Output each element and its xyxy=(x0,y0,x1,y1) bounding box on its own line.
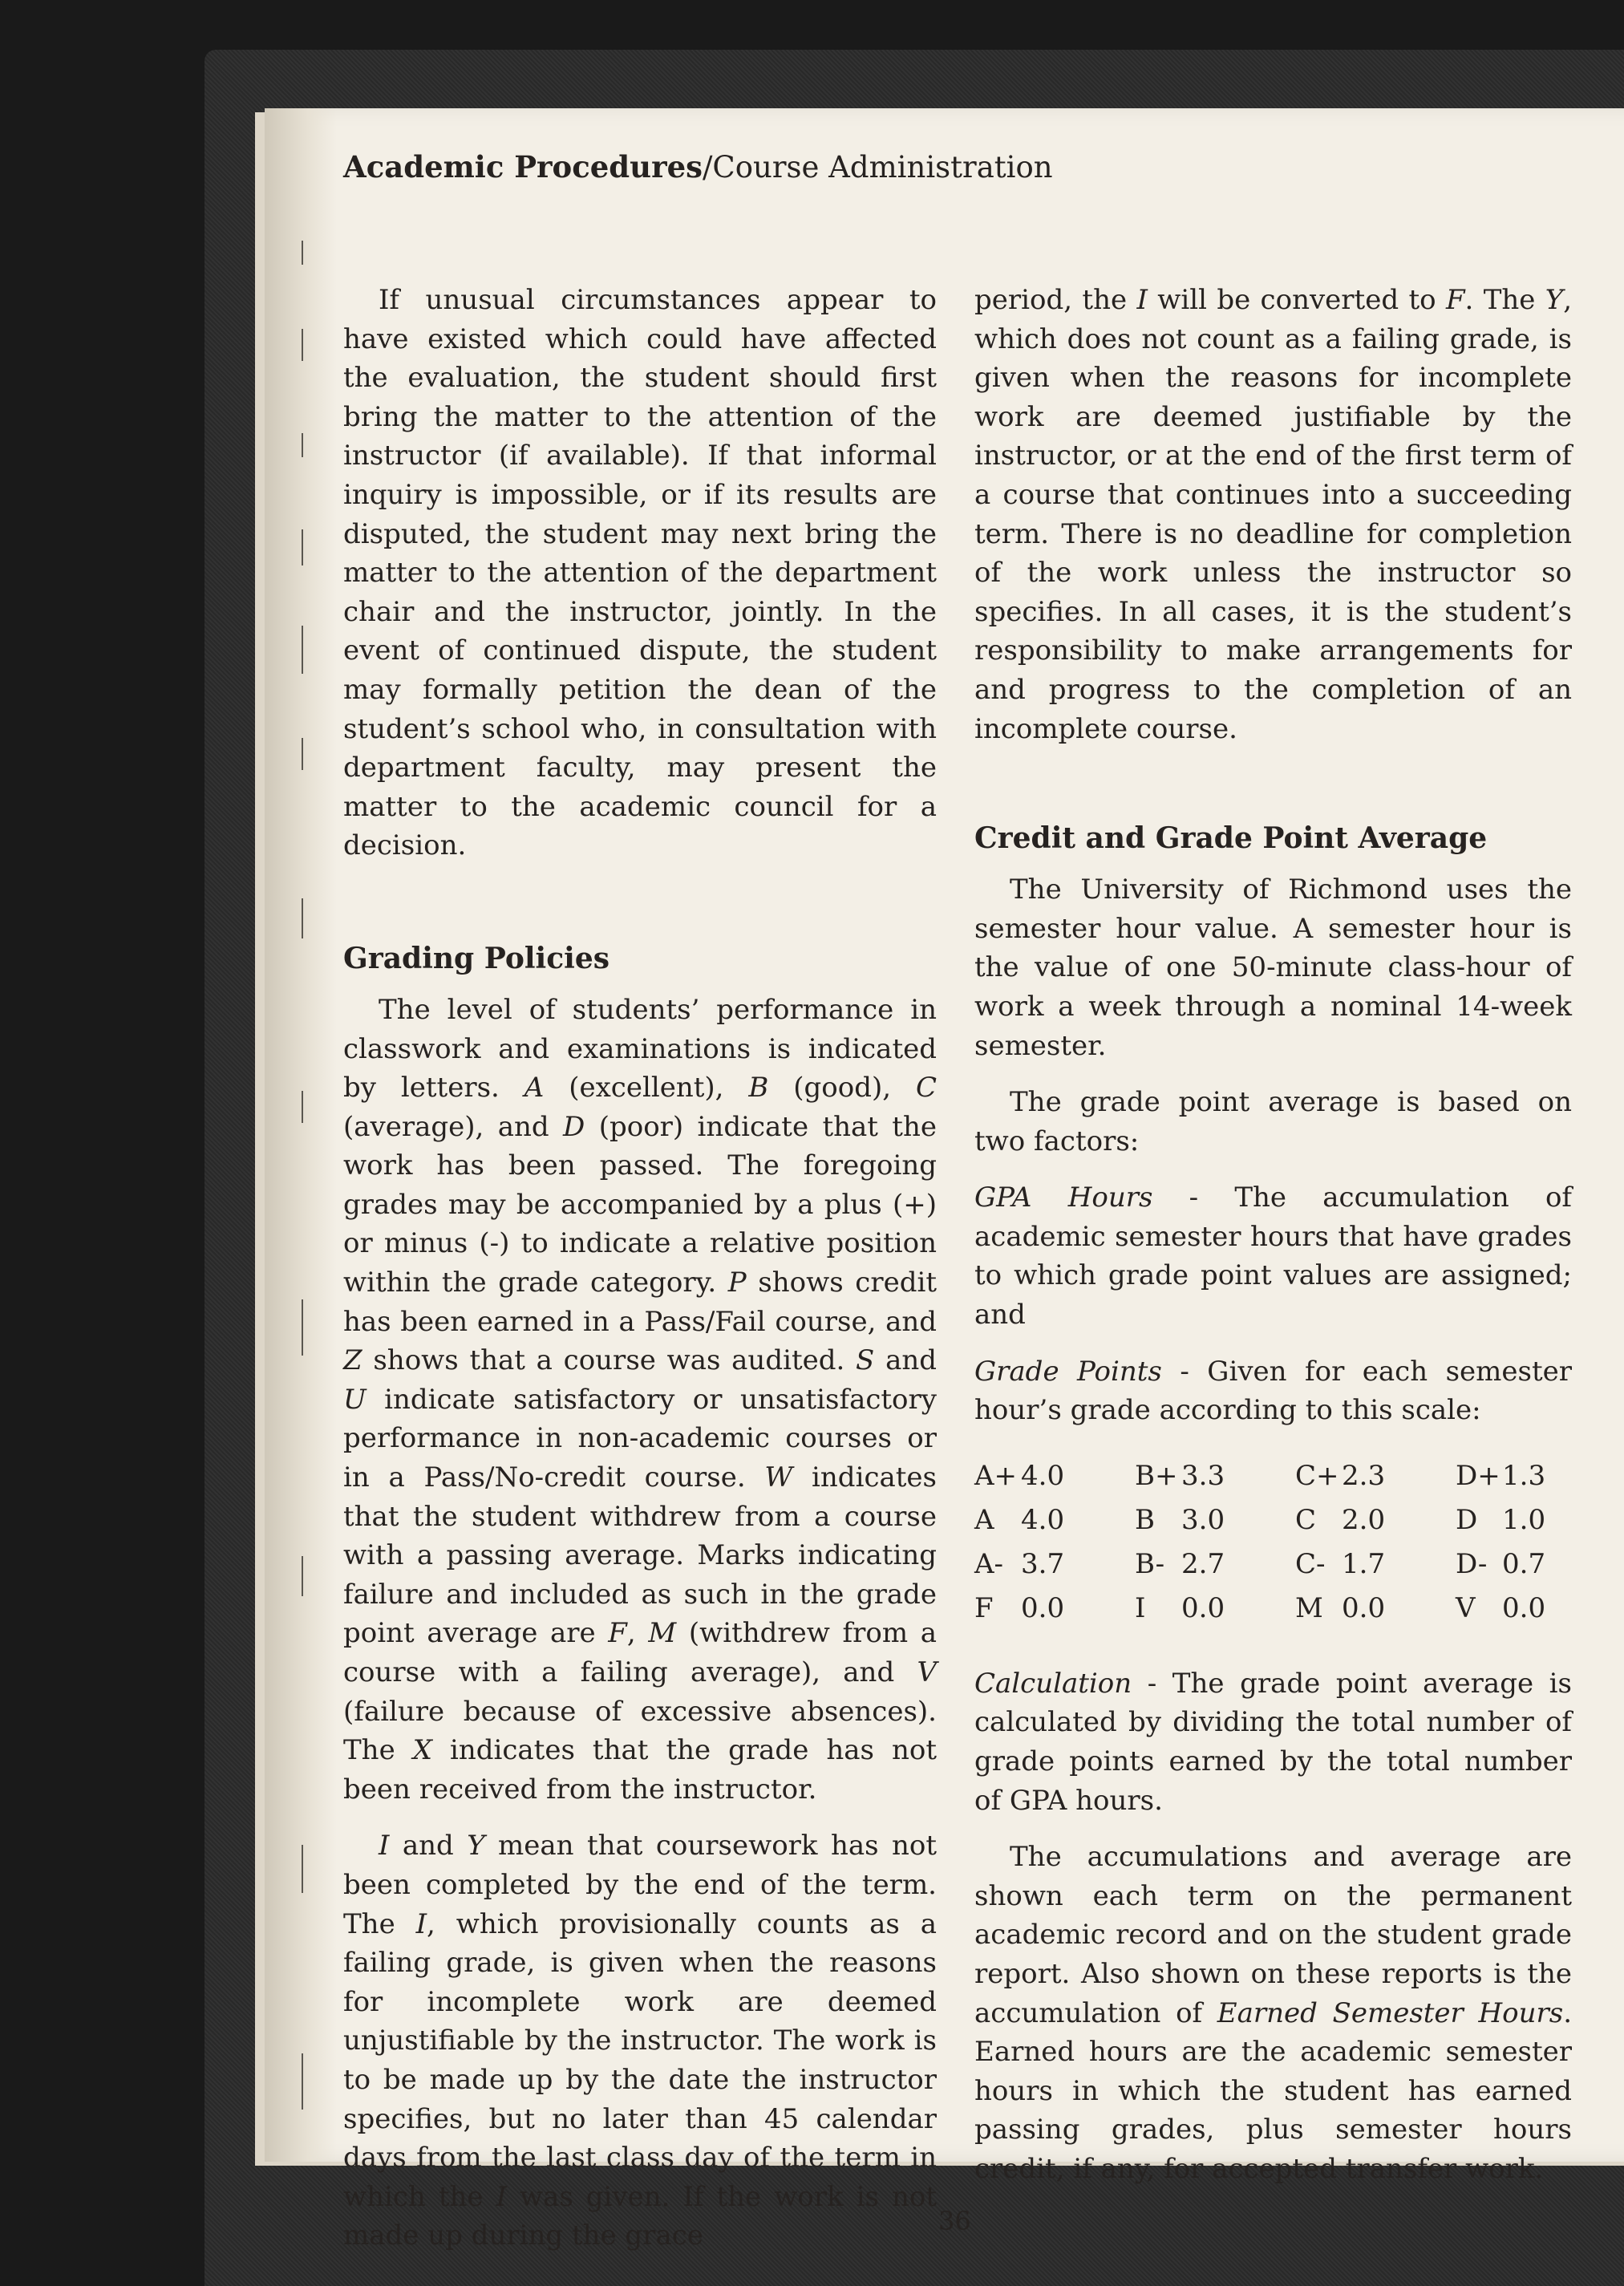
grade-value: 1.7 xyxy=(1342,1548,1386,1581)
grade-value: 3.7 xyxy=(1021,1548,1065,1581)
grade-scale-row xyxy=(974,1542,1545,1587)
grade-value: 3.3 xyxy=(1181,1460,1225,1493)
grading-paragraph: The level of students’ performance in classwork and examinations is indicated by letters. A (excellent), B (good), C (average), and D (poor) indicate that the work has been passed. The foregoing grades may be accompanied by a plus (+) or minus (-) to indicate a relative position within the grade category. P shows credit has been earned in a Pass/Fail course, and Z shows that a course was audited. S and U indicate satisfactory or unsatisfactory performance in non-academic courses or in a Pass/No-credit course. W indicates that the student withdrew from a course with a passing average. Marks indicating failure and included as such in the grade point average are F, M (withdrew from a course with a failing average), and V (failure because of excessive absences). The X indicates that the grade has not been received from the instructor. xyxy=(343,993,937,1806)
grade-scale-table xyxy=(974,1454,1545,1631)
grade-letter: D- xyxy=(1456,1548,1488,1581)
header-subsection: Course Administration xyxy=(712,150,1053,184)
header-separator: / xyxy=(702,150,713,184)
credit-gpa-heading: Credit and Grade Point Average xyxy=(974,821,1488,856)
running-header xyxy=(343,149,1053,184)
grade-value: 0.0 xyxy=(1342,1592,1386,1625)
grade-value: 0.0 xyxy=(1502,1592,1546,1625)
grade-value: 3.0 xyxy=(1181,1504,1225,1537)
grade-letter: A- xyxy=(974,1548,1004,1581)
grade-letter: C+ xyxy=(1295,1460,1339,1493)
grade-scale-row xyxy=(974,1454,1545,1498)
grade-letter: V xyxy=(1456,1592,1476,1625)
right-column xyxy=(974,281,1572,2189)
grade-letter: A xyxy=(974,1504,994,1537)
grade-scale-row xyxy=(974,1587,1545,1631)
gpa-hours-definition: GPA Hours - The accumulation of academic semester hours that have grades to which grade point values are assigned; and xyxy=(974,1182,1572,1331)
grade-value: 2.0 xyxy=(1342,1504,1386,1537)
left-column xyxy=(343,281,937,2256)
grade-scale-row xyxy=(974,1498,1545,1542)
grade-letter: C- xyxy=(1295,1548,1326,1581)
grade-value: 0.0 xyxy=(1181,1592,1225,1625)
grade-letter: A+ xyxy=(974,1460,1018,1493)
grade-letter: D xyxy=(1456,1504,1478,1537)
edge-marks xyxy=(297,241,311,2118)
grade-value: 2.7 xyxy=(1181,1548,1225,1581)
calculation-definition: Calculation - The grade point average is calculated by dividing the total number of grade points earned by the total number of GPA hours. xyxy=(974,1667,1572,1817)
grade-letter: F xyxy=(974,1592,994,1625)
grade-letter: M xyxy=(1295,1592,1323,1625)
grade-letter: C xyxy=(1295,1504,1317,1537)
grade-value: 1.3 xyxy=(1502,1460,1546,1493)
grade-value: 1.0 xyxy=(1502,1504,1546,1537)
grading-policies-heading: Grading Policies xyxy=(343,941,610,975)
grade-letter: B+ xyxy=(1135,1460,1178,1493)
gpa-factors-paragraph: The grade point average is based on two factors: xyxy=(974,1086,1572,1157)
grade-value: 0.0 xyxy=(1021,1592,1065,1625)
incomplete-paragraph: I and Y mean that coursework has not been completed by the end of the term. The I, which provisionally counts as a failing grade, is given when the reasons for incomplete work are deemed unjustifiable by the instructor. The work is to be made up by the date the instructor specifies, but no later than 45 calendar days from the last class day of the term in which the I was given. If the work is not made up during the grace xyxy=(343,1830,937,2252)
grade-letter: D+ xyxy=(1456,1460,1500,1493)
grade-letter: B xyxy=(1135,1504,1155,1537)
grade-letter: B- xyxy=(1135,1548,1165,1581)
header-section: Academic Procedures xyxy=(343,149,703,184)
grade-value: 0.7 xyxy=(1502,1548,1546,1581)
grade-value: 2.3 xyxy=(1342,1460,1386,1493)
incomplete-continuation: period, the I will be converted to F. The Y, which does not count as a failing grade, is given when the reasons for incomplete work are deemed justifiable by the instructor, or at the end of the first term of a course that continues into a succeeding term. There is no deadline for completion of the work unless the instructor so specifies. In all cases, it is the student’s responsibility to make arrangements for and progress to the completion of an incomplete course. xyxy=(974,284,1573,745)
grade-points-definition: Grade Points - Given for each semester hour’s grade according to this scale: xyxy=(974,1355,1572,1427)
grade-letter: I xyxy=(1135,1592,1146,1625)
semester-hour-paragraph: The University of Richmond uses the semester hour value. A semester hour is the value of one 50-minute class-hour of work a week through a nominal 14-week semester. xyxy=(974,873,1572,1062)
grade-value: 4.0 xyxy=(1021,1504,1065,1537)
accumulations-paragraph: The accumulations and average are shown each term on the permanent academic record and on the student grade report. Also shown on these reports is the accumulation of Earned Semester Hours. Earned hours are the academic semester hours in which the student has earned passing grades, plus semester hours credit, if any, for accepted transfer work. xyxy=(974,1841,1572,2185)
page-number: 36 xyxy=(938,2206,971,2236)
appeal-paragraph: If unusual circumstances appear to have existed which could have affected the evaluation, the student should first bring the matter to the attention of the instructor (if available). If that informal inquiry is impossible, or if its results are disputed, the student may next bring the matter to the attention of the department chair and the instructor, jointly. In the event of continued dispute, the student may formally petition the dean of the student’s school who, in consultation with department faculty, may present the matter to the academic council for a decision. xyxy=(343,284,937,862)
grade-value: 4.0 xyxy=(1021,1460,1065,1493)
